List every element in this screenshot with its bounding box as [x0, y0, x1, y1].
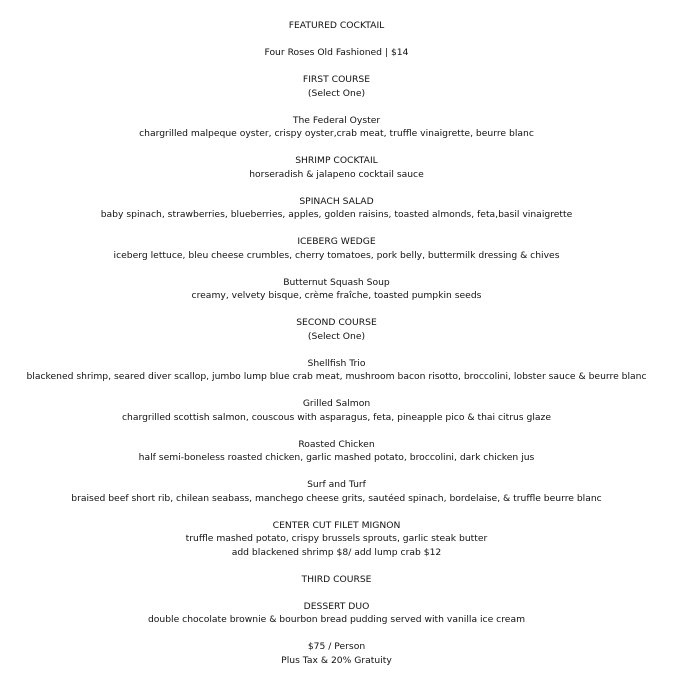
second-course-header [0, 316, 673, 343]
first-course-note: (Select One) [307, 87, 366, 99]
menu-item-name: ICEBERG WEDGE [297, 236, 376, 247]
menu-item-name: Surf and Turf [307, 479, 366, 490]
featured-cocktail-item-block [0, 46, 673, 60]
first-course-header [0, 73, 673, 100]
menu-item-description: half semi-boneless roasted chicken, garlic mashed potato, broccolini, dark chicken jus [138, 452, 535, 463]
second-course-heading: SECOND COURSE [296, 317, 377, 328]
menu-item-description: chargrilled scottish salmon, couscous with asparagus, feta, pineapple pico & thai citrus glaze [121, 411, 552, 423]
price-per-person: $75 / Person [307, 641, 366, 652]
menu-item-name: Shellfish Trio [307, 357, 366, 369]
menu-item-description: horseradish & jalapeno cocktail sauce [249, 168, 424, 180]
menu-item-description: iceberg lettuce, bleu cheese crumbles, cherry tomatoes, pork belly, buttermilk dressing & chives [113, 249, 560, 261]
pricing-block [0, 640, 673, 667]
menu-item-description: blackened shrimp, seared diver scallop, jumbo lump blue crab meat, mushroom bacon risotto, broccolini, lobster sauce & beurre blanc [26, 371, 647, 382]
menu-item [0, 478, 673, 505]
menu-item-name: SPINACH SALAD [299, 195, 374, 207]
menu-item-description: chargrilled malpeque oyster, crispy oyster,crab meat, truffle vinaigrette, beurre blanc [139, 128, 534, 139]
menu-item [0, 154, 673, 181]
menu-item-description: braised beef short rib, chilean seabass, manchego cheese grits, sautéed spinach, bordelaise, & truffle beurre blanc [71, 492, 602, 504]
menu-item-name: DESSERT DUO [303, 600, 370, 612]
menu-item [0, 114, 673, 141]
menu-item-name: Grilled Salmon [302, 398, 371, 409]
menu-item [0, 357, 673, 384]
first-course-heading: FIRST COURSE [302, 74, 371, 85]
price-note: Plus Tax & 20% Gratuity [281, 654, 392, 666]
menu-item [0, 438, 673, 465]
featured-cocktail-block [0, 19, 673, 33]
third-course-heading: THIRD COURSE [301, 573, 372, 585]
third-course-header [0, 573, 673, 587]
menu-item [0, 276, 673, 303]
menu-item-addon: add blackened shrimp $8/ add lump crab $12 [231, 546, 442, 558]
menu-item-description: creamy, velvety bisque, crème fraîche, toasted pumpkin seeds [191, 290, 482, 301]
menu-item [0, 195, 673, 222]
menu-item [0, 235, 673, 262]
menu-item-name: Butternut Squash Soup [283, 276, 390, 288]
second-course-note: (Select One) [307, 330, 366, 342]
menu-item-name: Roasted Chicken [298, 438, 375, 450]
featured-cocktail-heading: FEATURED COCKTAIL [288, 20, 385, 31]
featured-cocktail-item: Four Roses Old Fashioned | $14 [264, 47, 409, 58]
menu-item-name: The Federal Oyster [292, 114, 381, 126]
menu-item [0, 519, 673, 560]
menu-item [0, 600, 673, 627]
menu-item-description: truffle mashed potato, crispy brussels sprouts, garlic steak butter [185, 533, 488, 544]
menu-item-name: CENTER CUT FILET MIGNON [272, 519, 401, 531]
menu-item-name: SHRIMP COCKTAIL [295, 155, 378, 166]
menu-item-description: double chocolate brownie & bourbon bread pudding served with vanilla ice cream [147, 614, 526, 625]
menu-item [0, 397, 673, 424]
menu-item-description: baby spinach, strawberries, blueberries, apples, golden raisins, toasted almonds, feta,basil vinaigrette [100, 209, 573, 220]
